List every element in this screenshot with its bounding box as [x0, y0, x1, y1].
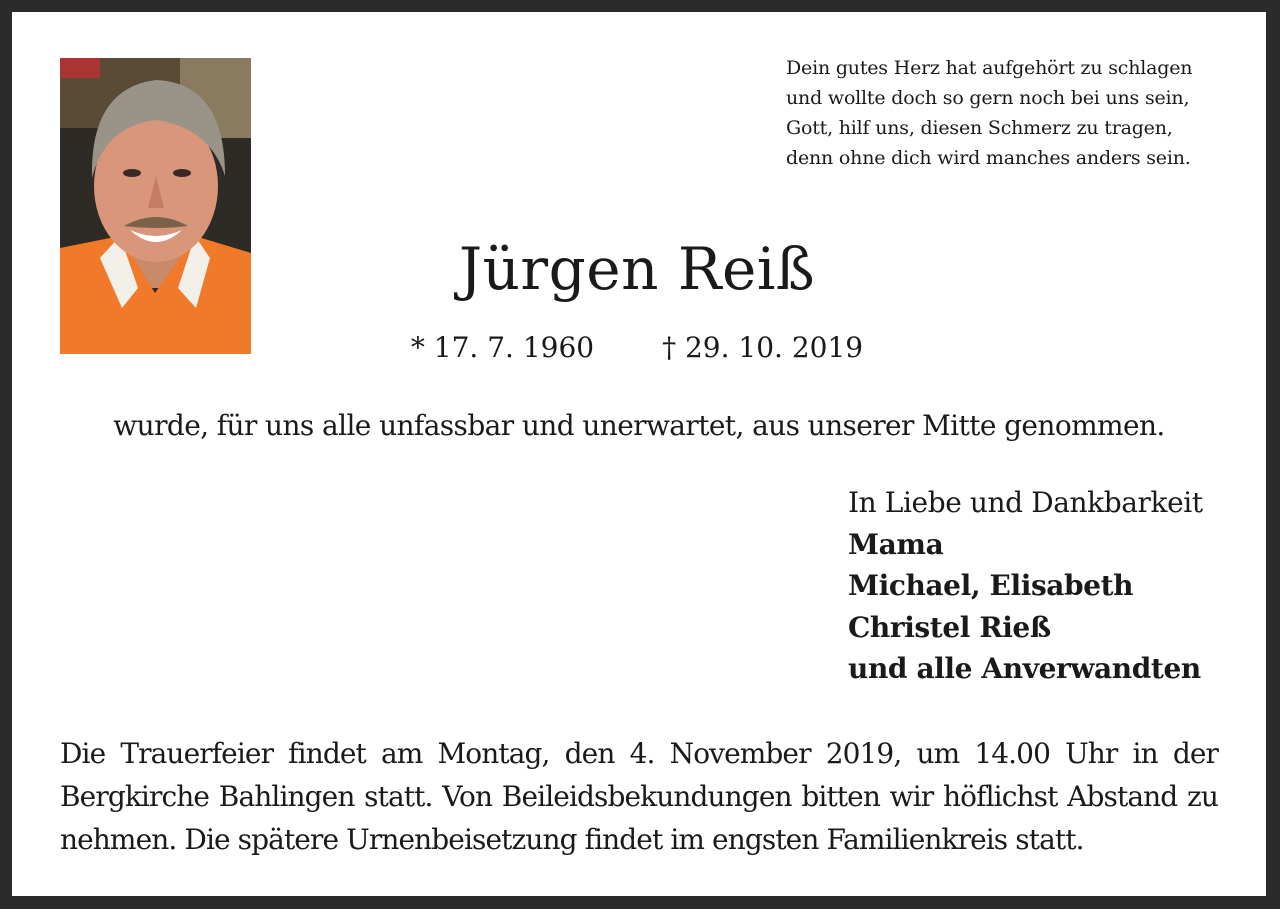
deceased-name: Jürgen Reiß	[458, 235, 816, 303]
verse-line: und wollte doch so gern noch bei uns sein,	[786, 87, 1190, 109]
mourner-name: Michael, Elisabeth	[848, 569, 1134, 602]
mourner-name: Christel Rieß	[848, 610, 1051, 644]
verse-line: denn ohne dich wird manches anders sein.	[786, 147, 1191, 169]
intro-text: wurde, für uns alle unfassbar und unerwartet, aus unserer Mitte genommen.	[113, 409, 1165, 442]
funeral-notice: Die Trauerfeier findet am Montag, den 4. November 2019, um 14.00 Uhr in der Bergkirche Bahlingen statt. Von Beileidsbekundungen bitten wir höflichst Abstand zu nehmen. Die spätere Urnenbeisetzung findet im engsten Familienkreis statt.	[60, 737, 1218, 856]
memorial-verse	[786, 53, 1246, 173]
birth-date: * 17. 7. 1960	[410, 331, 595, 364]
mourner-name: und alle Anverwandten	[848, 652, 1201, 685]
verse-line: Gott, hilf uns, diesen Schmerz zu tragen,	[786, 117, 1173, 139]
obituary-card	[12, 12, 1266, 896]
portrait-photo	[60, 58, 251, 354]
verse-line: Dein gutes Herz hat aufgehört zu schlagen	[786, 57, 1193, 79]
mourner-name: Mama	[848, 527, 944, 561]
death-date: † 29. 10. 2019	[662, 331, 864, 364]
signoff-greeting: In Liebe und Dankbarkeit	[848, 486, 1203, 519]
life-dates	[312, 330, 962, 366]
mourners-block	[848, 482, 1258, 690]
